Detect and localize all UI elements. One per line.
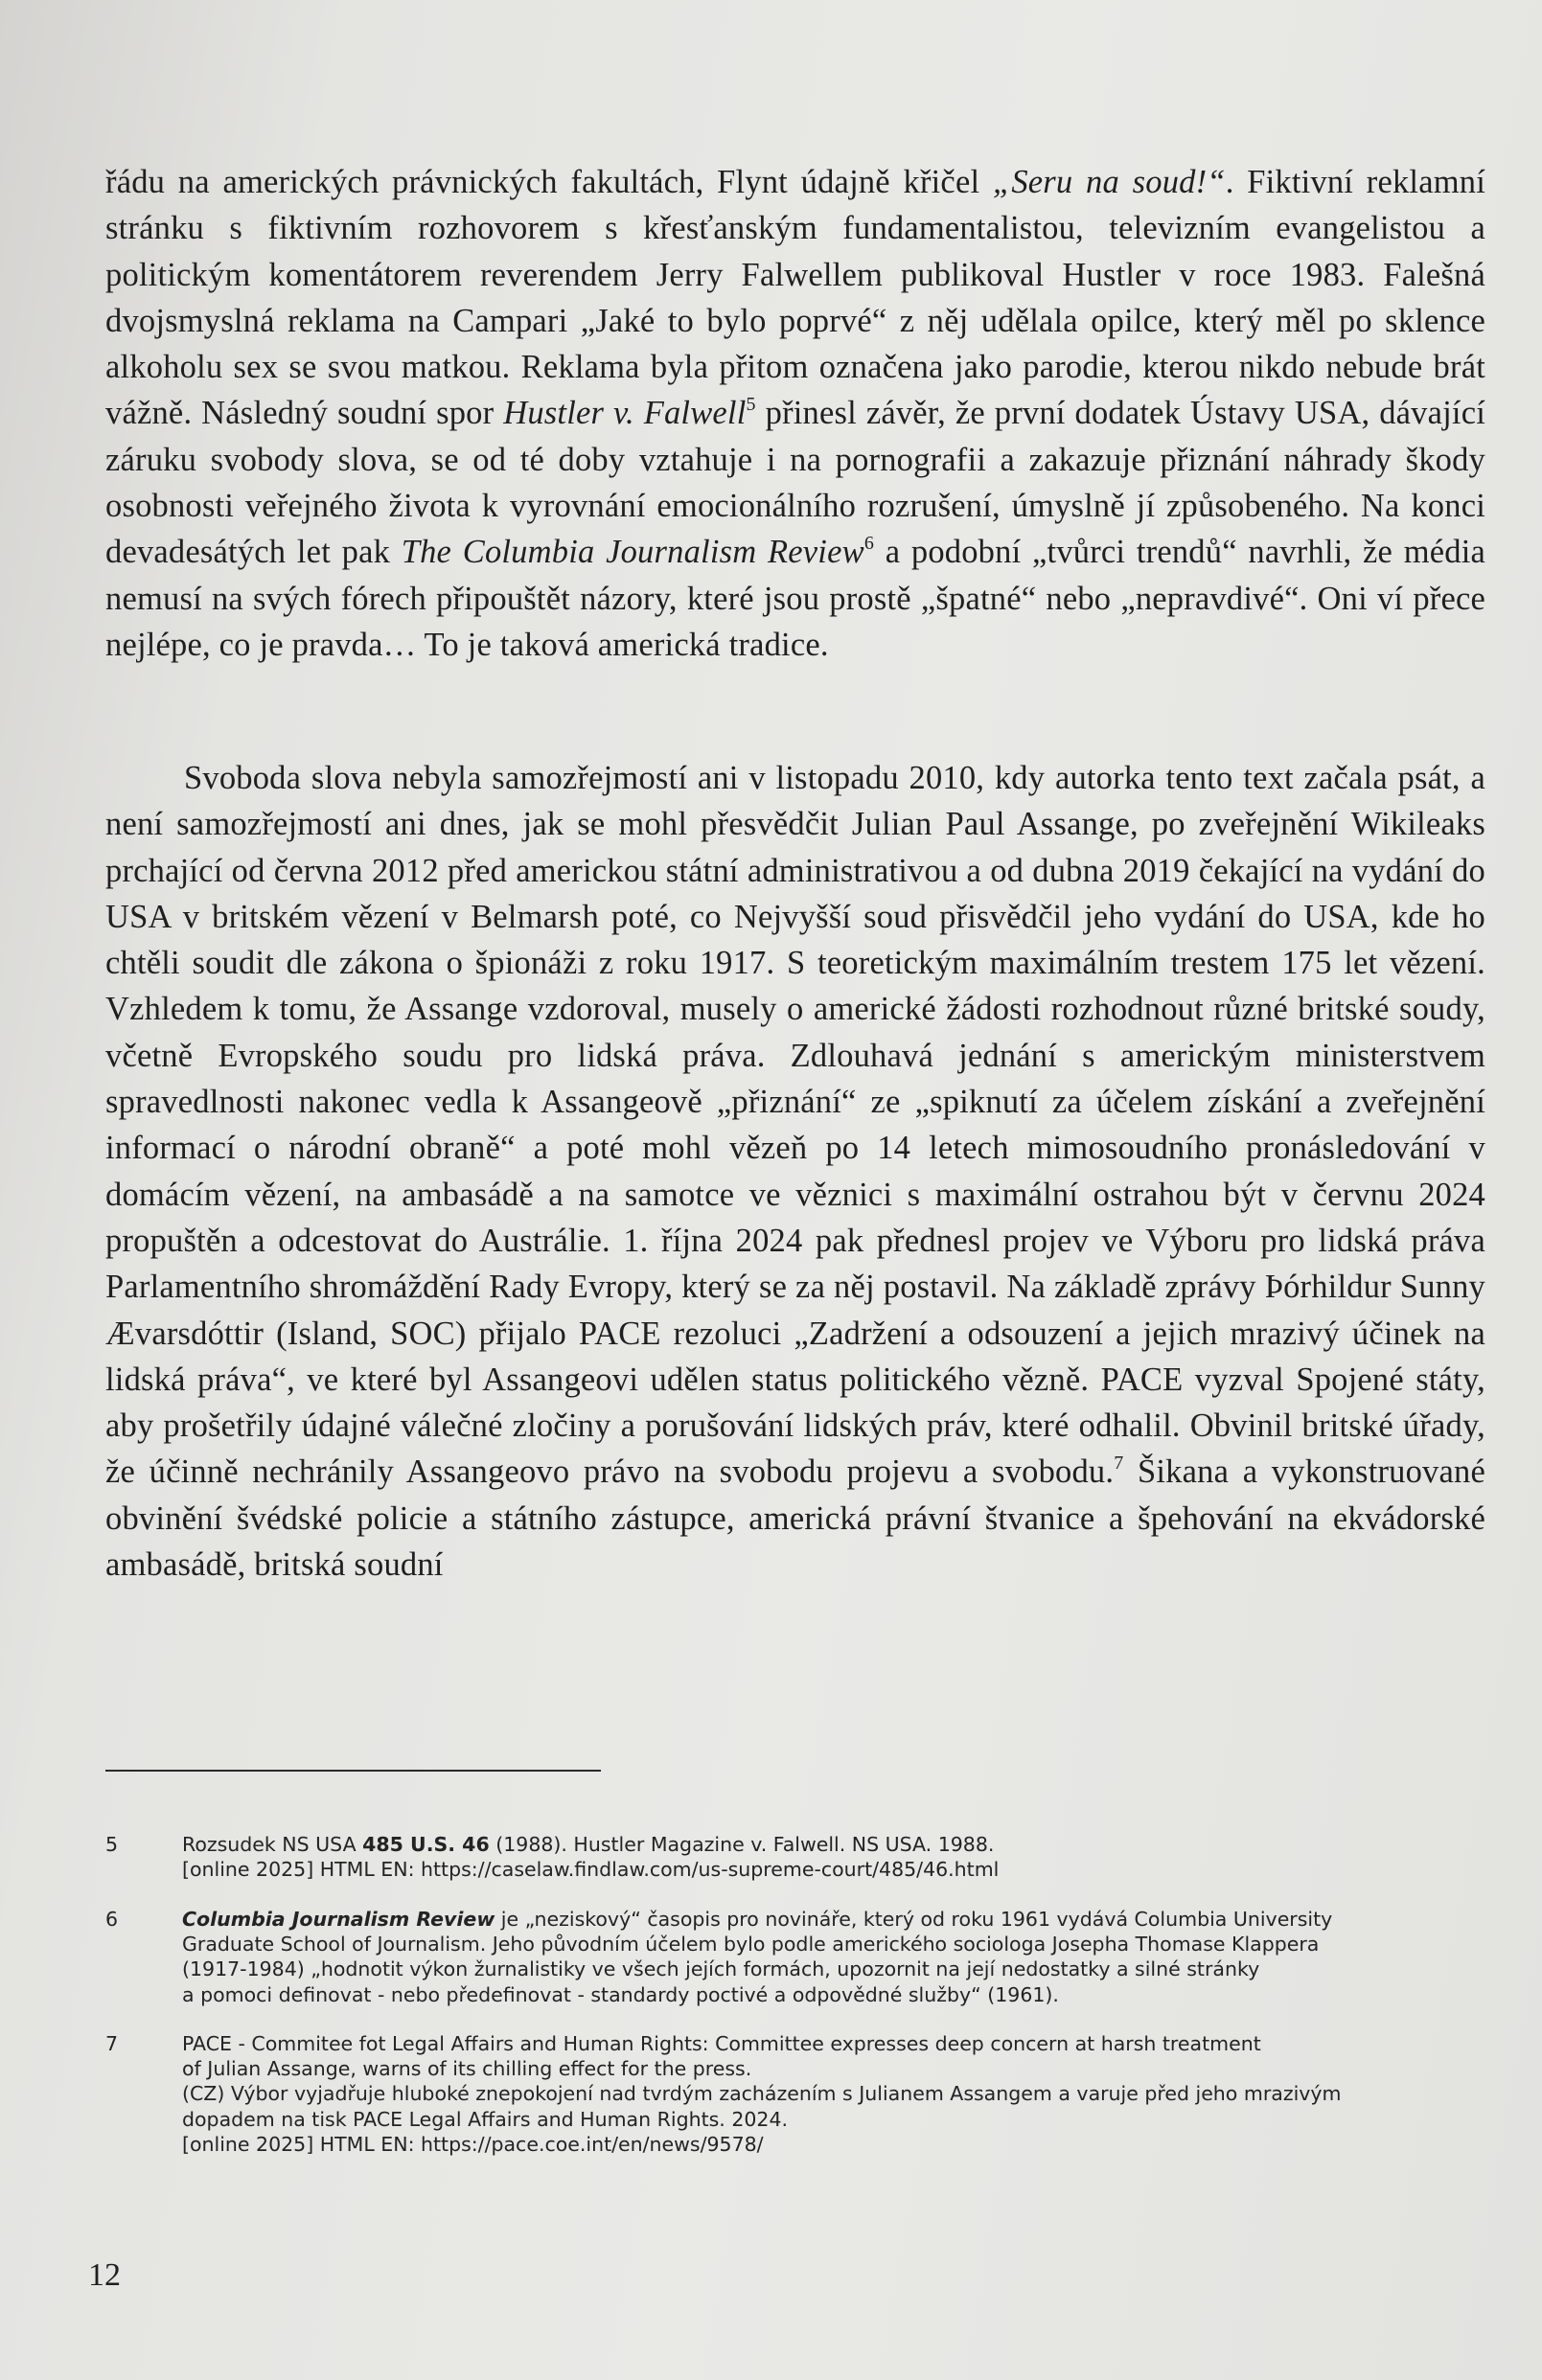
footnote-line: (CZ) Výbor vyjadřuje hluboké znepokojení nad tvrdým zacházením s Julianem Assangem a varuje před jeho mrazivým (182, 2082, 1342, 2106)
text-run: Šikana a vykonstruované obvinění švédské policie a státního zástupce, americká právní štvanice a špehování na ekvádorské ambasádě, britská soudní (105, 1453, 1485, 1584)
footnote-line (182, 1832, 1505, 1857)
footnote-ref-5: 5 (746, 394, 756, 416)
text-run: přinesl závěr, že první dodatek Ústavy USA, dávající záruku svobody slova, se od té doby vztahuje i na pornografii a zakazuje přiznání náhrady škody osobnosti veřejného života k vyrovnání emocionálního rozrušení, úmyslně jí způsobeného. Na konci devadesátých let pak (105, 395, 1485, 571)
footnote-line: Graduate School of Journalism. Jeho původním účelem bylo podle amerického sociologa Josepha Thomase Klappera (182, 1933, 1320, 1957)
footnote-body (182, 1907, 1505, 2007)
footnote-body (182, 2031, 1505, 2157)
text-run: je „neziskový“ časopis pro novináře, který od roku 1961 vydává Columbia University (495, 1908, 1333, 1931)
footnote-line (182, 1907, 1505, 1932)
text-run: . Fiktivní reklamní stránku s fiktivním rozhovorem s křesťanským fundamentalistou, televizním evangelistou a politickým komentátorem reverendem Jerry Falwellem publikoval Hustler v roce 1983. Falešná dvojsmyslná reklama na Campari „Jaké to bylo poprvé“ z něj udělala opilce, který měl po sklence alkoholu sex se svou matkou. Reklama byla přitom označena jako parodie, kterou nikdo nebude brát vážně. Následný soudní spor (105, 164, 1486, 432)
footnote-body (182, 1832, 1505, 1882)
footnote-separator (105, 1770, 601, 1772)
paragraph-2 (105, 755, 1485, 1588)
text-run: Rozsudek NS USA (182, 1833, 363, 1856)
italic-publication-name: The Columbia Journalism Review (401, 534, 864, 571)
page-number: 12 (88, 2257, 121, 2293)
paragraph-1 (105, 159, 1485, 668)
case-citation: 485 U.S. 46 (362, 1833, 490, 1856)
footnote-link-line: [online 2025] HTML EN: https://pace.coe.int/en/news/9578/ (182, 2132, 764, 2156)
text-run: a podobní „tvůrci trendů“ navrhli, že média nemusí na svých fórech připouštět názory, které jsou prostě „špatné“ nebo „nepravdivé“. Oni ví přece nejlépe, co je pravda… To je taková americká tradice. (105, 534, 1485, 663)
publication-name: Columbia Journalism Review (182, 1908, 495, 1931)
text-run: řádu na amerických právnických fakultách, Flynt údajně křičel (105, 164, 993, 200)
footnote-line: dopadem na tisk PACE Legal Affairs and Human Rights. 2024. (182, 2107, 789, 2131)
footnote-link-line: [online 2025] HTML EN: https://caselaw.findlaw.com/us-supreme-court/485/46.html (182, 1858, 1000, 1882)
footnote-line: (1917-1984) „hodnotit výkon žurnalistiky ve všech jejích formách, upozornit na její nedostatky a silné stránky (182, 1957, 1260, 1981)
paragraph-1-text (105, 159, 1485, 668)
text-run: Svoboda slova nebyla samozřejmostí ani v listopadu 2010, kdy autorka tento text začala psát, a není samozřejmostí ani dnes, jak se mohl přesvědčit Julian Paul Assange, po zveřejnění Wikileaks prchající od června 2012 před americkou státní administrativou a od dubna 2019 čekající na vydání do USA v britském vězení v Belmarsh poté, co Nejvyšší soud přisvědčil jeho vydání do USA, kde ho chtěli soudit dle zákona o špionáži z roku 1917. S teoretickým maximálním trestem 175 let vězení. Vzhledem k tomu, že Assange vzdoroval, musely o americké žádosti rozhodnout různé britské soudy, včetně Evropského soudu pro lidská práva. Zdlouhavá jednání s americkým ministerstvem spravedlnosti nakonec vedla k Assangeově „přiznání“ ze „spiknutí za účelem získání a zveřejnění informací o národní obraně“ a poté mohl vězeň po 14 letech mimosoudního pronásledování v domácím vězení, na ambasádě a na samotce ve věznici s maximální ostrahou být v červnu 2024 propuštěn a odcestovat do Austrálie. 1. října 2024 pak přednesl projev ve Výboru pro lidská práva Parlamentního shromáždění Rady Evropy, který se za něj postavil. Na základě zprávy Þórhildur Sunny Ævarsdóttir (Island, SOC) přijalo PACE rezoluci „Zadržení a odsouzení a jejich mrazivý účinek na lidská práva“, ve které byl Assangeovi udělen status politického vězně. PACE vyzval Spojené státy, aby prošetřily údajné válečné zločiny a porušování lidských práv, které odhalil. Obvinil britské úřady, že účinně nechránily Assangeovo právo na svobodu projevu a svobodu. (105, 760, 1485, 1491)
footnote-ref-6: 6 (863, 533, 875, 555)
footnote-line: a pomoci definovat - nebo předefinovat - standardy poctivé a odpovědné služby“ (1961). (182, 1982, 1059, 2006)
footnote-line: PACE - Commitee fot Legal Affairs and Human Rights: Committee expresses deep concern at harsh treatment (182, 2032, 1261, 2055)
footnote-number: 6 (105, 1908, 119, 1931)
footnote-ref-7: 7 (1114, 1453, 1124, 1475)
footnote-number: 5 (105, 1833, 119, 1856)
text-run: (1988). Hustler Magazine v. Falwell. NS USA. 1988. (489, 1833, 995, 1856)
footnote-line: of Julian Assange, warns of its chilling effect for the press. (182, 2057, 752, 2081)
paragraph-2-text (105, 755, 1485, 1588)
footnote-number: 7 (105, 2032, 119, 2055)
italic-case-name: Hustler v. Falwell (503, 395, 747, 432)
italic-quote: „Seru na soud!“ (992, 164, 1226, 200)
